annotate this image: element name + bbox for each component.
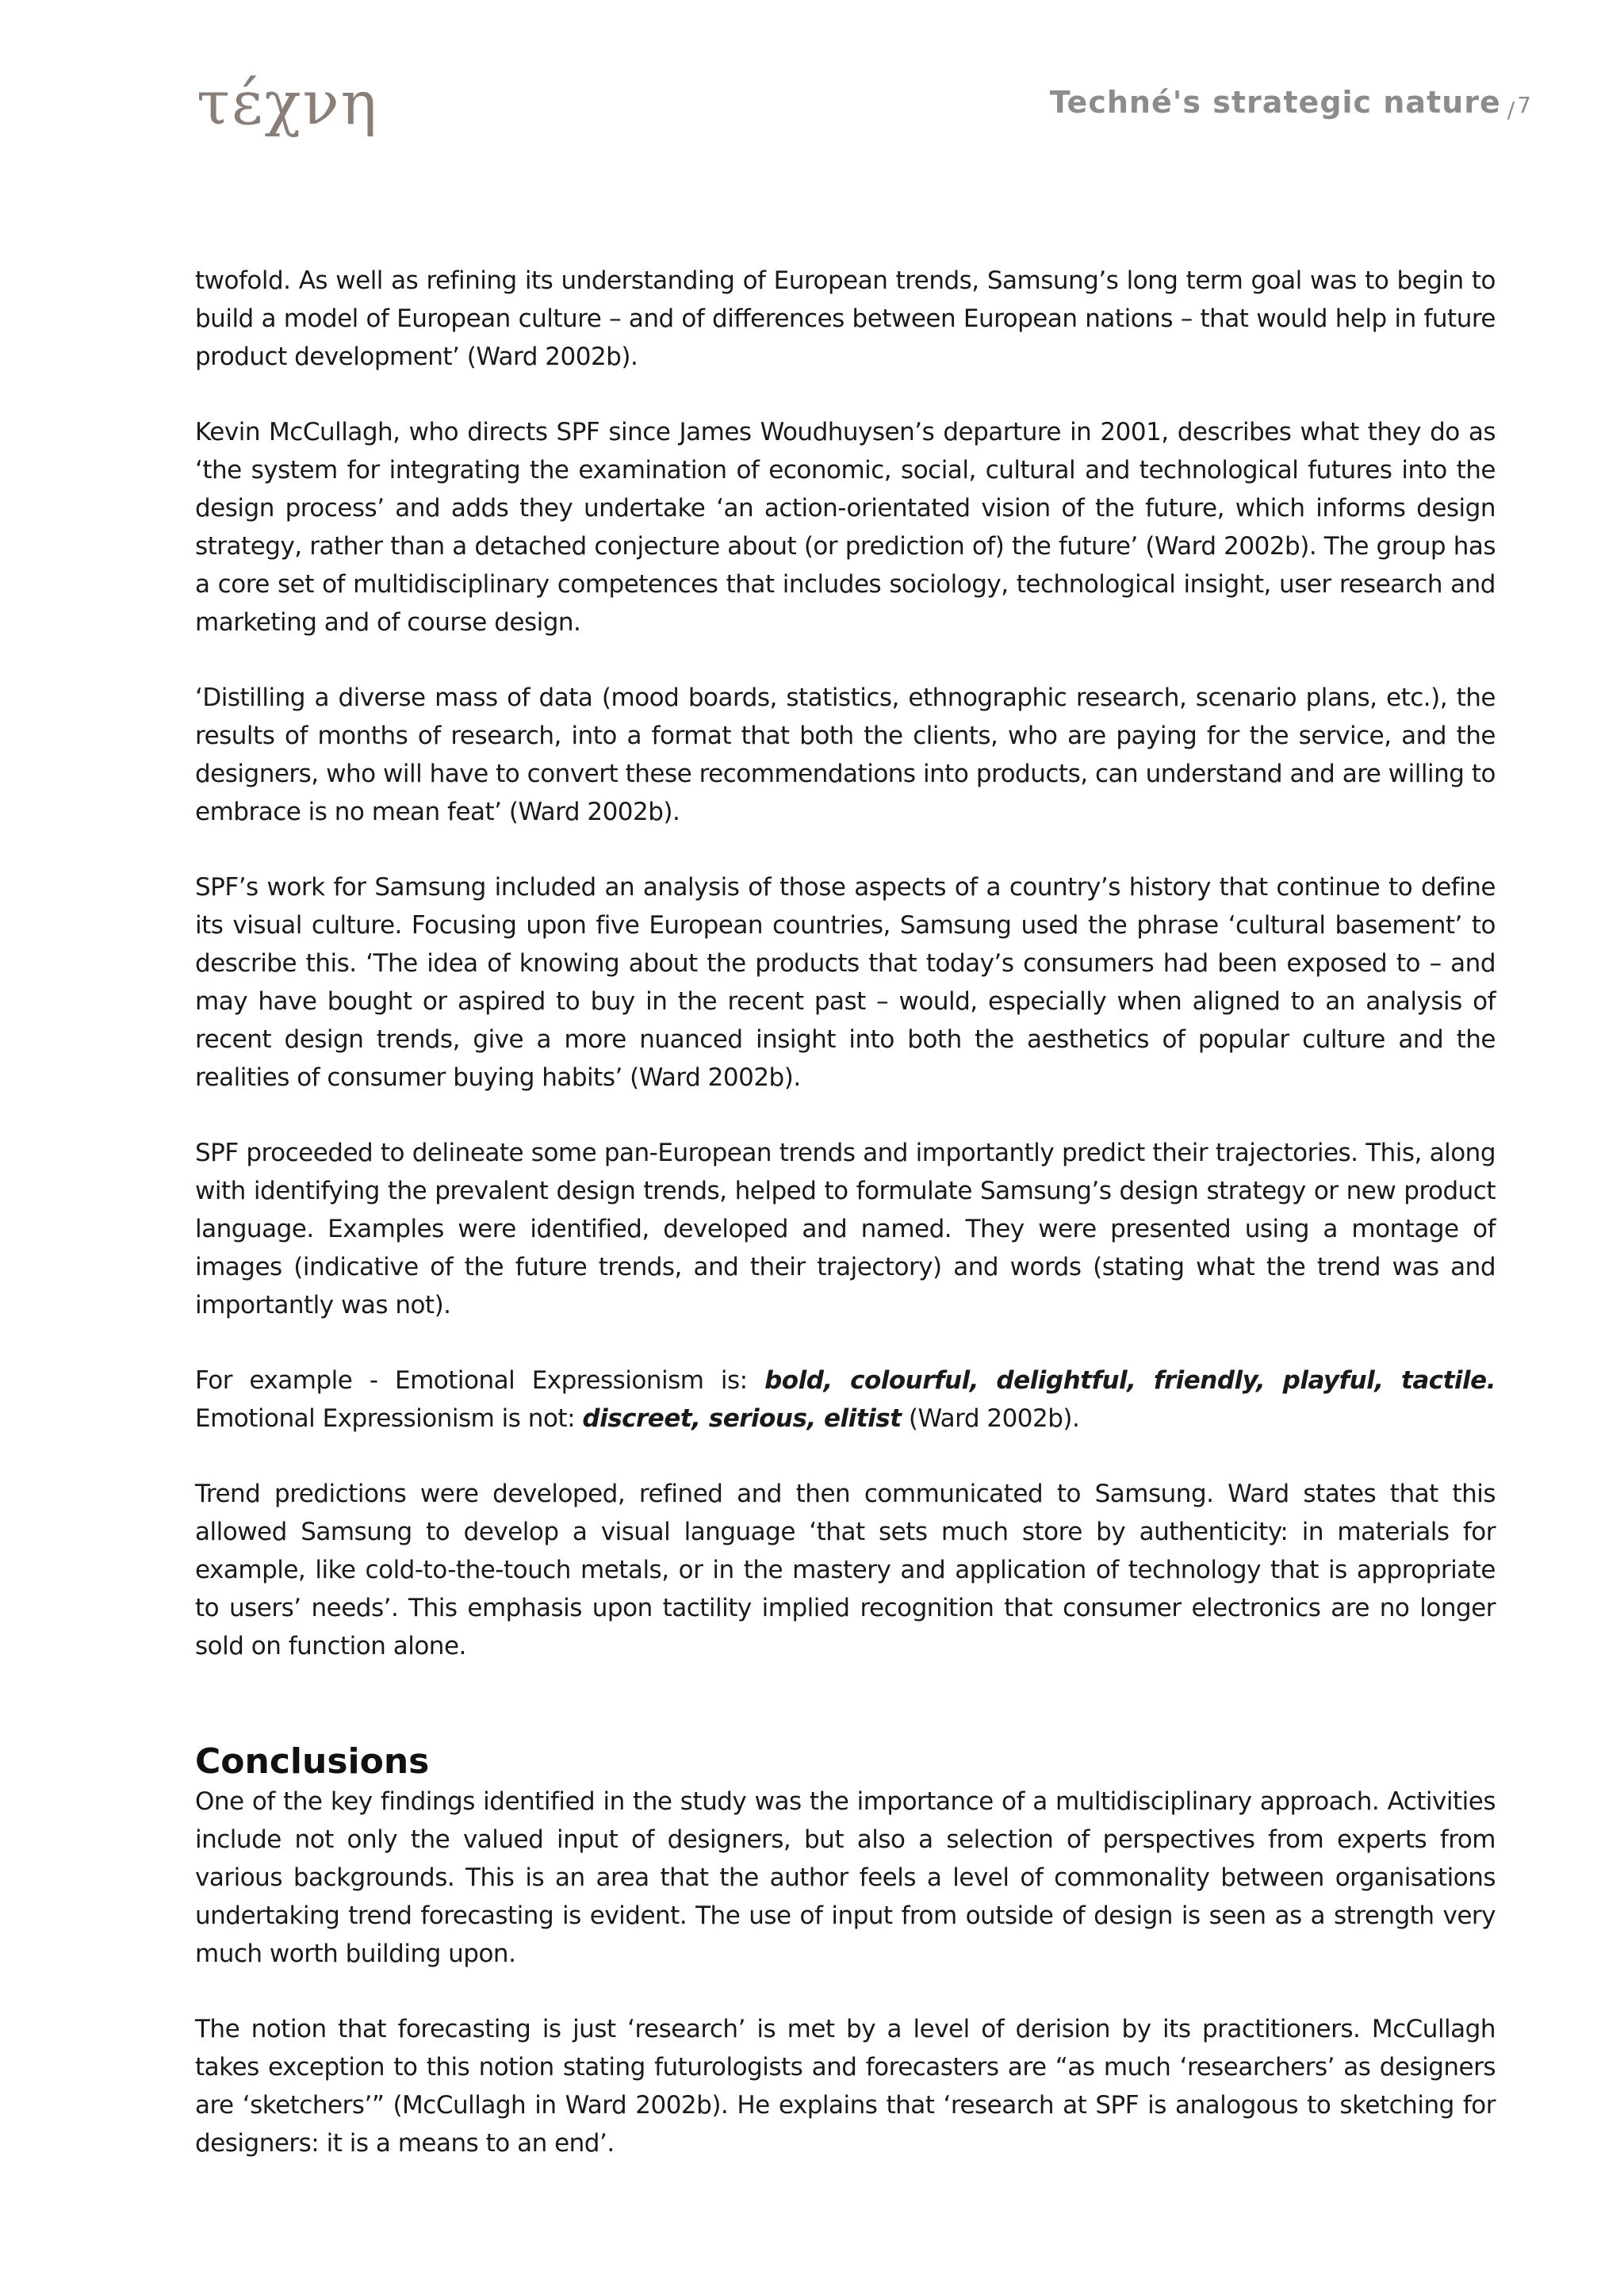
body-paragraph: SPF’s work for Samsung included an analysis of those aspects of a country’s history that continue to define its visual culture. Focusing upon five European countries, Samsung used the phrase ‘cultural basement’ to describe this. ‘The idea of knowing about the products that today’s consumers had been exposed to – and may have bought or aspired to buy in the recent past – would, especially when aligned to an analysis of recent design trends, give a more nuanced insight into both the aesthetics of popular culture and the realities of consumer buying habits’ (Ward 2002b).	[195, 873, 1496, 1092]
page-number: 7	[1517, 92, 1532, 118]
example-is-terms: bold, colourful, delightful, friendly, playful, tactile.	[764, 1366, 1496, 1395]
body-paragraph: Trend predictions were developed, refined and then communicated to Samsung. Ward states that this allowed Samsung to develop a visual language ‘that sets much store by authenticity: in materials for example, like cold-to-the-touch metals, or in the mastery and application of technology that is appropriate to users’ needs’. This emphasis upon tactility implied recognition that consumer electronics are no longer sold on function alone.	[195, 1480, 1496, 1660]
conclusions-paragraph: The notion that forecasting is just ‘research’ is met by a level of derision by its practitioners. McCullagh takes exception to this notion stating futurologists and forecasters are “as much ‘researchers’ as designers are ‘sketchers’” (McCullagh in Ward 2002b). He explains that ‘research at SPF is analogous to sketching for designers: it is a means to an end’.	[195, 2015, 1496, 2158]
example-tail: (Ward 2002b).	[901, 1404, 1080, 1433]
conclusions-paragraph: One of the key findings identified in the study was the importance of a multidisciplinary approach. Activities include not only the valued input of designers, but also a selection of perspectives from experts from various backgrounds. This is an area that the author feels a level of commonality between organisations undertaking trend forecasting is evident. The use of input from outside of design is seen as a strength very much worth building upon.	[195, 1787, 1496, 1968]
body-paragraph: SPF proceeded to delineate some pan-European trends and importantly predict their trajectories. This, along with identifying the prevalent design trends, helped to formulate Samsung’s design strategy or new product language. Examples were identified, developed and named. They were presented using a montage of images (indicative of the future trends, and their trajectory) and words (stating what the trend was and importantly was not).	[195, 1139, 1496, 1319]
example-lead: For example - Emotional Expressionism is:	[195, 1366, 765, 1395]
running-title: Techné's strategic nature	[1049, 85, 1501, 120]
body-paragraph: ‘Distilling a diverse mass of data (mood boards, statistics, ethnographic research, scenario plans, etc.), the results of months of research, into a format that both the clients, who are paying for the service, and the designers, who will have to convert these recommendations into products, can understand and are willing to embrace is no mean feat’ (Ward 2002b).	[195, 684, 1496, 826]
article-body	[195, 262, 1496, 2200]
example-paragraph	[195, 1361, 1496, 1438]
example-not-terms: discreet, serious, elitist	[582, 1404, 902, 1433]
page-separator: /	[1507, 97, 1516, 123]
running-header	[1049, 85, 1532, 123]
body-paragraph: Kevin McCullagh, who directs SPF since James Woudhuysen’s departure in 2001, describes what they do as ‘the system for integrating the examination of economic, social, cultural and technological futures into the design process’ and adds they undertake ‘an action-orientated vision of the future, which informs design strategy, rather than a detached conjecture about (or prediction of) the future’ (Ward 2002b). The group has a core set of multidisciplinary competences that includes sociology, technological insight, user research and marketing and of course design.	[195, 418, 1496, 637]
journal-logo: τέχνη	[197, 67, 379, 138]
example-middle: Emotional Expressionism is not:	[195, 1404, 583, 1433]
body-paragraph: twofold. As well as refining its understanding of European trends, Samsung’s long term goal was to begin to build a model of European culture – and of differences between European nations – that would help in future product development’ (Ward 2002b).	[195, 266, 1496, 371]
section-heading-conclusions: Conclusions	[195, 1741, 430, 1782]
